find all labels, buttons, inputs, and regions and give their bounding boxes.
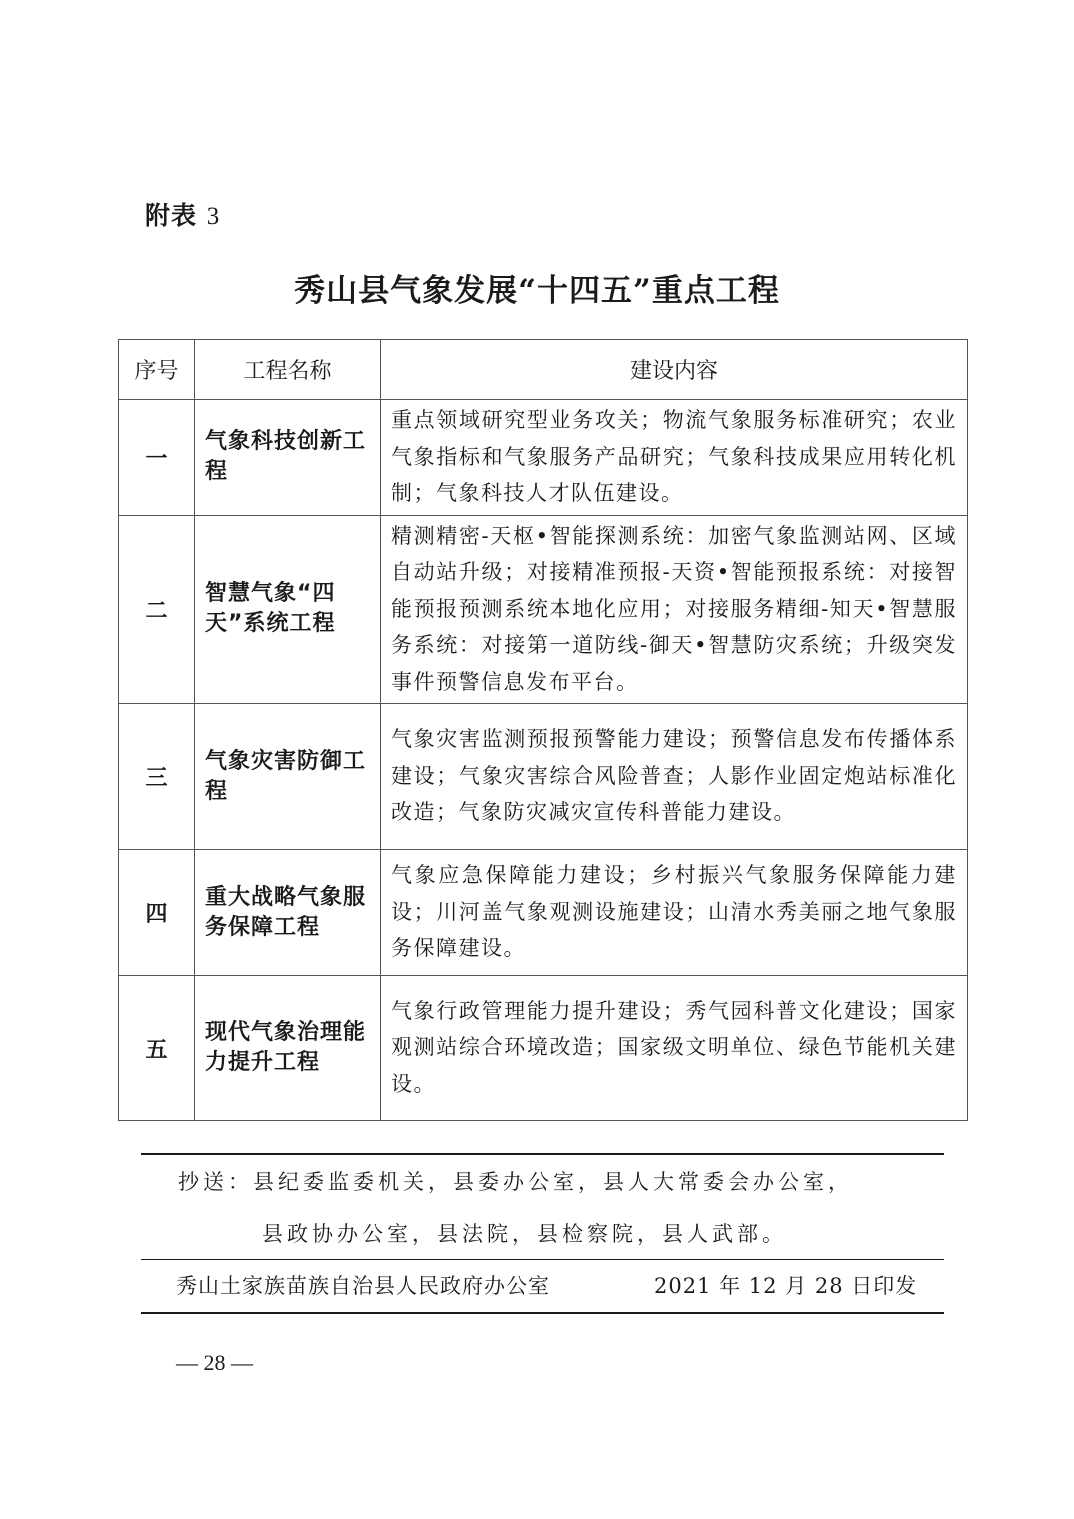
header-name: 工程名称 xyxy=(195,340,381,400)
table-header-row xyxy=(119,340,968,400)
footer-top-rule xyxy=(141,1153,944,1155)
appendix-prefix: 附表 xyxy=(145,201,198,230)
row-content: 气象应急保障能力建设；乡村振兴气象服务保障能力建设；川河盖气象观测设施建设；山清水秀美丽之地气象服务保障建设。 xyxy=(381,850,968,976)
issuing-office: 秀山土家族苗族自治县人民政府办公室 xyxy=(176,1274,550,1298)
row-content: 精测精密-天枢•智能探测系统：加密气象监测站网、区域自动站升级；对接精准预报-天资•智能预报系统：对接智能预报预测系统本地化应用；对接服务精细-知天•智慧服务系统：对接第一道防线-御天•智慧防灾系统；升级突发事件预警信息发布平台。 xyxy=(381,515,968,704)
table-row xyxy=(119,704,968,850)
header-content: 建设内容 xyxy=(381,340,968,400)
row-seq: 二 xyxy=(119,515,195,704)
page-number: — 28 — xyxy=(176,1350,253,1375)
row-content: 气象灾害监测预报预警能力建设；预警信息发布传播体系建设；气象灾害综合风险普查；人影作业固定炮站标准化改造；气象防灾减灾宣传科普能力建设。 xyxy=(381,704,968,850)
table-row xyxy=(119,400,968,516)
document-title: 秀山县气象发展“十四五”重点工程 xyxy=(294,273,780,309)
row-name: 重大战略气象服务保障工程 xyxy=(195,850,381,976)
row-name: 现代气象治理能力提升工程 xyxy=(195,976,381,1121)
appendix-label xyxy=(145,196,220,232)
row-content: 重点领域研究型业务攻关；物流气象服务标准研究；农业气象指标和气象服务产品研究；气象科技成果应用转化机制；气象科技人才队伍建设。 xyxy=(381,400,968,516)
table-row xyxy=(119,976,968,1121)
footer-middle-rule xyxy=(141,1259,944,1260)
row-content: 气象行政管理能力提升建设；秀气园科普文化建设；国家观测站综合环境改造；国家级文明单位、绿色节能机关建设。 xyxy=(381,976,968,1121)
table-row xyxy=(119,515,968,704)
row-seq: 五 xyxy=(119,976,195,1121)
projects-table xyxy=(118,339,968,1121)
table-row xyxy=(119,850,968,976)
header-seq: 序号 xyxy=(119,340,195,400)
appendix-number: 3 xyxy=(206,203,221,230)
row-seq: 三 xyxy=(119,704,195,850)
row-name: 智慧气象“四天”系统工程 xyxy=(195,515,381,704)
issue-date: 2021 年 12 月 28 日印发 xyxy=(654,1274,918,1298)
row-name: 气象灾害防御工程 xyxy=(195,704,381,850)
row-seq: 四 xyxy=(119,850,195,976)
footer-bottom-rule xyxy=(141,1312,944,1314)
cc-recipients-line1: 抄送：县纪委监委机关，县委办公室，县人大常委会办公室， xyxy=(178,1170,853,1194)
cc-recipients-line2: 县政协办公室，县法院，县检察院，县人武部。 xyxy=(262,1222,787,1246)
row-seq: 一 xyxy=(119,400,195,516)
row-name: 气象科技创新工程 xyxy=(195,400,381,516)
